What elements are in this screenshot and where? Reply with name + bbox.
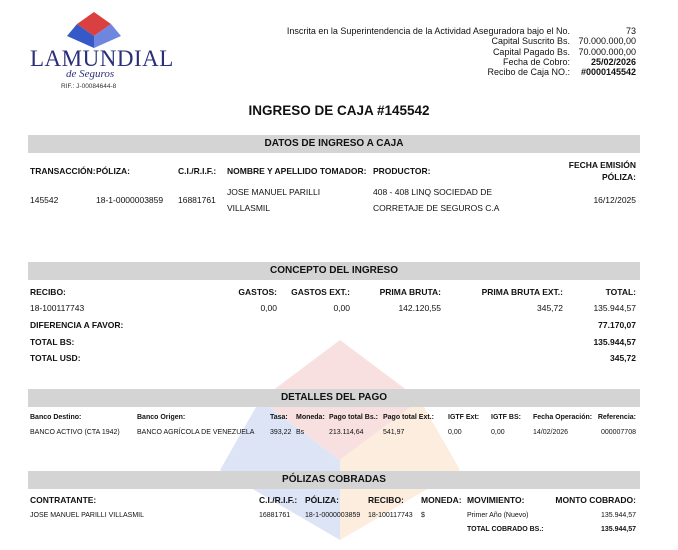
- logo-name: LAMUNDIAL: [30, 46, 174, 71]
- value-polizas-poliza: 18-1-0000003859: [305, 512, 361, 519]
- label-total-bs: TOTAL BS:: [30, 337, 75, 347]
- value-movimiento: Primer Año (Nuevo): [467, 512, 529, 519]
- header-igtf-ext: IGTF Ext:: [448, 414, 480, 421]
- header-movimiento: MOVIMIENTO:: [467, 495, 525, 505]
- value-recibo: 18-100117743: [30, 303, 85, 313]
- header-moneda: Moneda:: [296, 414, 325, 421]
- value-fecha-emision: 16/12/2025: [593, 195, 636, 205]
- header-monto-cobrado: MONTO COBRADO:: [555, 495, 636, 505]
- logo-subtitle: de Seguros: [66, 68, 115, 80]
- value-polizas-moneda: $: [421, 512, 425, 519]
- logo-mark-icon: [63, 10, 125, 50]
- value-contratante: JOSE MANUEL PARILLI VILLASMIL: [30, 512, 144, 519]
- value-banco-origen: BANCO AGRÍCOLA DE VENEZUELA: [137, 429, 255, 436]
- value-moneda: Bs: [296, 429, 305, 436]
- value-prima-bruta-ext: 345,72: [537, 303, 563, 313]
- header-polizas-poliza: PÓLIZA:: [305, 495, 339, 505]
- header-prima-bruta: PRIMA BRUTA:: [379, 287, 441, 297]
- header-total: TOTAL:: [605, 287, 636, 297]
- value-tasa: 393,22: [270, 429, 292, 436]
- info-line-capital-suscrito: Capital Suscrito Bs. 70.000.000,00: [491, 36, 636, 47]
- company-logo: [28, 8, 174, 94]
- header-prima-bruta-ext: PRIMA BRUTA EXT.:: [481, 287, 563, 297]
- value-diferencia: 77.170,07: [598, 320, 636, 330]
- value-polizas-cirif: 16881761: [259, 512, 291, 519]
- page-title: INGRESO DE CAJA #145542: [248, 103, 430, 118]
- info-line-registro: Inscrita en la Superintendencia de la Actividad Aseguradora bajo el No. 73: [286, 26, 636, 36]
- header-igtf-bs: IGTF BS:: [491, 414, 521, 421]
- value-total-cobrado: 135.944,57: [600, 526, 636, 533]
- header-fecha-emision-1: FECHA EMISIÓN: [568, 160, 636, 170]
- header-polizas-cirif: C.I./R.I.F.:: [259, 495, 298, 505]
- label-diferencia: DIFERENCIA A FAVOR:: [30, 320, 124, 330]
- value-productor-1: 408 - 408 LINQ SOCIEDAD DE: [373, 187, 493, 197]
- header-transaccion: TRANSACCIÓN:: [30, 166, 96, 176]
- info-line-recibo-caja: Recibo de Caja NO.: #0000145542: [487, 67, 636, 78]
- section-datos-ingreso: DATOS DE INGRESO A CAJA: [28, 135, 640, 153]
- header-fecha-operacion: Fecha Operación:: [533, 414, 593, 421]
- logo-rif: RIF.: J-00084644-8: [61, 83, 117, 90]
- value-cirif: 16881761: [178, 195, 216, 205]
- info-line-capital-pagado: Capital Pagado Bs. 70.000.000,00: [492, 46, 636, 57]
- header-contratante: CONTRATANTE:: [30, 495, 97, 505]
- value-pago-ext: 541,97: [383, 429, 405, 436]
- info-line-fecha-cobro: Fecha de Cobro: 25/02/2026: [502, 56, 636, 67]
- value-gastos-ext: 0,00: [333, 303, 350, 313]
- header-cirif: C.I./R.I.F.:: [178, 166, 217, 176]
- section-polizas-cobradas: PÓLIZAS COBRADAS: [28, 471, 640, 489]
- header-gastos: GASTOS:: [238, 287, 277, 297]
- header-fecha-emision-2: PÓLIZA:: [602, 172, 636, 182]
- header-gastos-ext: GASTOS EXT.:: [291, 287, 350, 297]
- label-total-cobrado: TOTAL COBRADO BS.:: [467, 526, 544, 533]
- value-total: 135.944,57: [593, 303, 636, 313]
- value-banco-destino: BANCO ACTIVO (CTA 1942): [30, 429, 120, 436]
- header-referencia: Referencia:: [597, 414, 636, 421]
- value-nombre-2: VILLASMIL: [227, 203, 270, 213]
- label-total-usd: TOTAL USD:: [30, 353, 81, 363]
- header-productor: PRODUCTOR:: [373, 166, 431, 176]
- header-banco-destino: Banco Destino:: [30, 414, 82, 421]
- value-total-bs: 135.944,57: [593, 337, 636, 347]
- value-igtf-bs: 0,00: [491, 429, 505, 436]
- value-gastos: 0,00: [260, 303, 277, 313]
- value-total-usd: 345,72: [610, 353, 636, 363]
- header-recibo: RECIBO:: [30, 287, 66, 297]
- section-concepto: CONCEPTO DEL INGRESO: [28, 262, 640, 280]
- value-monto-cobrado: 135.944,57: [600, 512, 636, 519]
- header-poliza: PÓLIZA:: [96, 166, 130, 176]
- value-transaccion: 145542: [30, 195, 59, 205]
- value-igtf-ext: 0,00: [448, 429, 462, 436]
- value-productor-2: CORRETAJE DE SEGUROS C.A: [373, 203, 500, 213]
- value-prima-bruta: 142.120,55: [398, 303, 441, 313]
- value-referencia: 000007708: [600, 429, 636, 436]
- value-nombre-1: JOSE MANUEL PARILLI: [227, 187, 321, 197]
- header-pago-bs: Pago total Bs.:: [329, 414, 379, 421]
- section-detalles-pago: DETALLES DEL PAGO: [28, 389, 640, 407]
- company-info: [287, 26, 636, 77]
- value-pago-bs: 213.114,64: [329, 429, 364, 436]
- header-nombre: NOMBRE Y APELLIDO TOMADOR:: [227, 166, 367, 176]
- header-pago-ext: Pago total Ext.:: [383, 414, 434, 421]
- header-polizas-recibo: RECIBO:: [368, 495, 404, 505]
- header-tasa: Tasa:: [270, 414, 288, 421]
- value-poliza: 18-1-0000003859: [96, 195, 164, 205]
- value-fecha-operacion: 14/02/2026: [533, 429, 569, 436]
- header-banco-origen: Banco Origen:: [137, 414, 186, 421]
- header-polizas-moneda: MONEDA:: [421, 495, 462, 505]
- value-polizas-recibo: 18-100117743: [368, 512, 413, 519]
